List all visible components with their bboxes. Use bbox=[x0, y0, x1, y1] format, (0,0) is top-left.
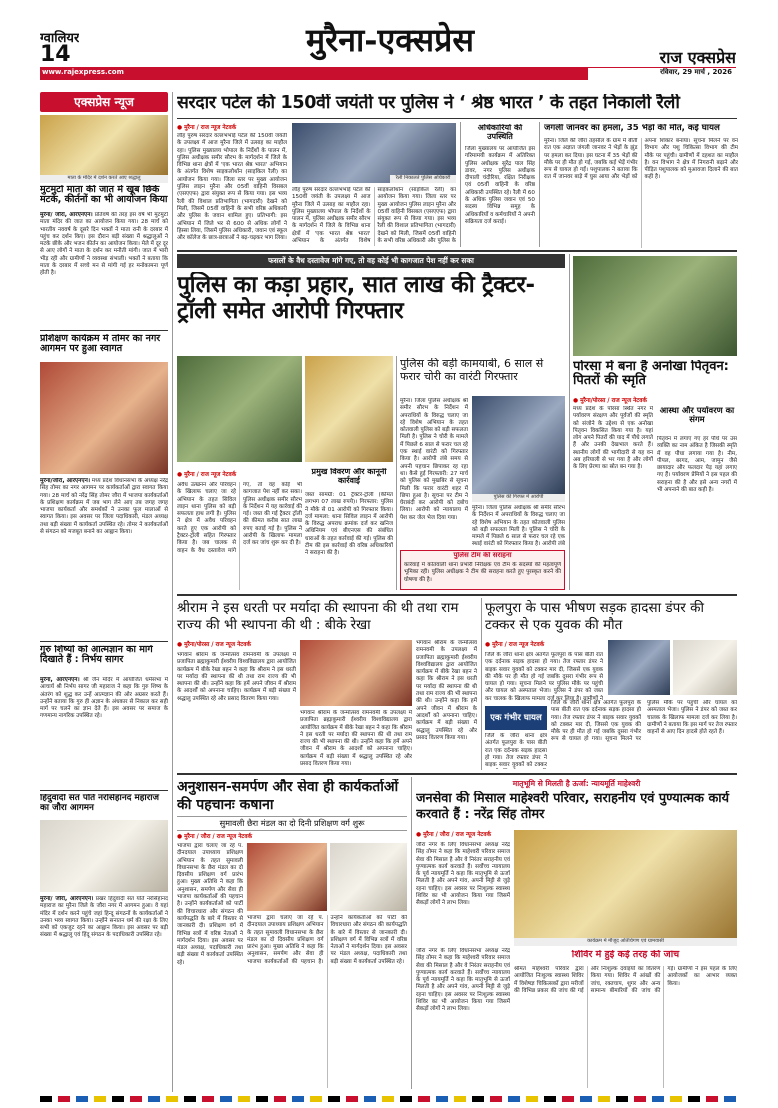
tractor-photo-2 bbox=[305, 356, 393, 462]
story-body bbox=[40, 212, 168, 327]
website-url[interactable]: www.rajexpress.com bbox=[42, 68, 124, 76]
box-title: शिविर में हुई कई तरह की जांच bbox=[571, 950, 680, 960]
story-body: अवैध उत्खनन और परिवहन के खिलाफ चलाए जा रहे अभियान के तहत सिविल लाइन थाना पुलिस को बड़ी सफलता हाथ लगी है। पुलिस ने क्षेत्र में अवैध परिवहन करते हुए एक आरोपी को ट्रैक्टर-ट्रॉली सहित गिरफ्तार किया है। जब चालक से वाहन के वैध दस्तावेज मांगे गए, तो वह कोई भी कागजात पेश नहीं कर सका। पुलिस अधीक्षक समीर सौरभ के निर्देशन में यह कार्रवाई की गई। जब्त की गई ट्रैक्टर ट्रॉली की कीमत करीब सात लाख रुपए बताई गई है। पुलिस ने आरोपी के खिलाफ मामला दर्ज कर जांच शुरू कर दी है। bbox=[177, 482, 302, 554]
story-body-continued: भगवान श्रीराम के जन्मोत्सव रामनवमी के उपलक्ष्य में प्रजापिता ब्रह्माकुमारी ईश्वरीय विश्वविद्यालय द्वारा आयोजित कार्यक्रम में बीके रेखा बहन ने कहा कि श्रीराम ने इस धरती पर मर्यादा की स्थापना की थी तथा राम राज्य की भी स्थापना की थी। उन्होंने कहा कि हमें अपने जीवन में श्रीराम के आदर्शों को अपनाना चाहिए। कार्यक्रम में बड़ी संख्या में श्रद्धालु उपस्थित रहे और प्रसाद वितरण किया गया। bbox=[300, 710, 412, 768]
accident-photo bbox=[608, 640, 670, 695]
sub-headline: प्रमुख विवरण और कानूनी कार्रवाई bbox=[311, 468, 387, 485]
dateline: ● मुरैना/पोरसा / राज न्यूज नेटवर्क bbox=[177, 642, 251, 648]
sub-body: जब्त सामग्री: 01 ट्रैक्टर-ट्रॉली (कीमत लगभग 07 लाख रुपये)। गिरफ्तार: पुलिस ने मौके से 01 आरोपी को गिरफ्तार किया। दर्ज मामला: थाना सिविल लाइन में आरोपी के विरुद्ध अपराध क्रमांक दर्ज कर खनिज अधिनियम एवं बीएनएस की संबंधित धाराओं के तहत कार्रवाई की गई। पुलिस की टीम की इस कार्रवाई की वरिष्ठ अधिकारियों ने सराहना की है। bbox=[305, 492, 393, 557]
story-body bbox=[40, 896, 168, 1088]
story-body-continued: मुरैना। जिला पुलिस अधीक्षक श्री समीर सौरभ के निर्देशन में अपराधियों के विरुद्ध चलाए जा रहे विशेष अभियान के तहत कोतवाली पुलिस को बड़ी सफलता मिली है। पुलिस ने चोरी के मामले में पिछले 6 साल से फरार चल रहे एक स्थाई वारंटी को गिरफ्तार किया है। आरोपी लंबे bbox=[472, 505, 565, 548]
box-title: एक गंभीर घायल bbox=[485, 706, 547, 730]
training-photo-2 bbox=[330, 843, 407, 911]
photo-caption: कार्यक्रम में मौजूद अतिथिगण एवं ग्रामवासी bbox=[514, 938, 737, 946]
box-body: पितृवन में लगाए गए हर पौधे पर उस व्यक्ति का नाम अंकित है जिसकी स्मृति में वह पौधा लगाया गया है। नीम, पीपल, बरगद, आम, जामुन जैसे छायादार और फलदार पेड़ यहां लगाए गए हैं। पर्यावरण प्रेमियों ने इस पहल की सराहना की है और इसे अन्य नगरों में भी अपनाने की बात कही है। bbox=[657, 436, 737, 494]
story-headline: अधिकारियों की उपस्थिति bbox=[477, 124, 523, 141]
photo-caption: पुलिस की गिरफ्त में आरोपी bbox=[472, 494, 565, 502]
dateline: मुरैना/ जौरा, आरएनएन। bbox=[40, 212, 93, 218]
story-body-continued: भगवान श्रीराम के जन्मोत्सव रामनवमी के उपलक्ष्य में प्रजापिता ब्रह्माकुमारी ईश्वरीय विश्वविद्यालय द्वारा आयोजित कार्यक्रम में बीके रेखा बहन ने कहा कि श्रीराम ने इस धरती पर मर्यादा की स्थापना की थी तथा राम राज्य की भी स्थापना की थी। उन्होंने कहा कि हमें अपने जीवन में श्रीराम के आदर्शों को अपनाना चाहिए। कार्यक्रम में बड़ी संख्या में श्रद्धालु उपस्थित रहे और प्रसाद वितरण किया गया। bbox=[416, 640, 477, 741]
story-headline: प्रशिक्षण कार्यक्रम में तोमर का नगर आगमन पर हुआ स्वागत bbox=[40, 334, 161, 355]
story-text: श्री जैन मंदिर में आयोजित धर्मसभा में आचार्य श्री निर्भय सागर जी महाराज ने कहा कि गुरु शिष्य के अंतरंग को शुद्ध कर उन्हें आत्मज्ञान की ओर अग्रसर करते हैं। उन्होंने बताया कि गुरु ही अज्ञान के अंधकार से निकाल कर सही मार्ग पर चलने का ज्ञान देते हैं। इस अवसर पर समाज के गणमान्य नागरिक उपस्थित रहे। bbox=[40, 677, 168, 720]
story-body: मुरैना। जिले की जौरा तहसील के ग्राम में बीती रात एक अज्ञात जंगली जानवर ने भेड़ों के झुंड पर हमला कर दिया। इस घटना में 35 भेड़ों की मौके पर ही मौत हो गई, जबकि कई भेड़ें गंभीर रूप से घायल हो गईं। पशुपालक ने बताया कि रात में जानवर बाड़े में घुस आया और भेड़ों को अपना शिकार बनाया। सूचना मिलने पर वन विभाग और पशु चिकित्सा विभाग की टीम मौके पर पहुंची। ग्रामीणों में दहशत का माहौल है। वन विभाग ने क्षेत्र में निगरानी बढ़ाने और पीड़ित पशुपालक को मुआवजा दिलाने की बात कही है। bbox=[544, 138, 738, 181]
box-body: श्रीमंत माहेश्वरी परिवार द्वारा आयोजित निःशुल्क स्वास्थ्य शिविर में विशेषज्ञ चिकित्सकों द्वारा मरीजों की विभिन्न प्रकार की जांच की गई और निःशुल्क दवाइयों का वितरण किया गया। शिविर में आंखों की जांच, रक्तचाप, शुगर और अन्य सामान्य बीमारियों की जांच की गई। ग्रामीणों ने इस पहल के लिए आयोजकों का आभार व्यक्त किया। bbox=[514, 966, 737, 994]
footer-color-bar bbox=[40, 1096, 736, 1102]
box-body: कार्रवाई में कोतवाली थाना प्रभारी निरीक्षक एवं टीम के सदस्यों की महत्वपूर्ण भूमिका रही। पुलिस अधीक्षक ने टीम की सराहना करते हुए पुरस्कृत करने की घोषणा की है। bbox=[404, 562, 561, 583]
story-text: प्रतिवर्ष की तरह इस वर्ष भी मुटमुटो माता मंदिर की जात का आयोजन किया गया। 28 मार्च को भारतीय नववर्ष के दूसरे दिन भक्तों ने माता रानी के दरबार में पहुंच कर दर्शन किए। इस दौरान बड़ी संख्या में श्रद्धालुओं ने मटके छीके और भजन कीर्तन का आयोजन किया। मेले में दूर दूर से आए लोगों ने माता के दर्शन कर मनौती मांगी। जात में भारी भीड़ रही और ग्रामीणों ने व्यवस्था संभाली। भक्तों ने बताया कि माता के दरबार में सच्चे मन से मांगी गई हर मनोकामना पूर्ण होती है। bbox=[40, 212, 168, 277]
dateline: मुरैना/ जौरा, आरएनएन। bbox=[40, 896, 94, 902]
lead-headline: पुलिस का कड़ा प्रहार, सात लाख की ट्रैक्टर-ट्रॉली समेत आरोपी गिरफ्तार bbox=[177, 272, 535, 325]
dateline: ● मुरैना / जौरा / राज न्यूज नेटवर्क bbox=[177, 834, 253, 840]
dateline: ● मुरैना / राज न्यूज नेटवर्क bbox=[177, 125, 237, 131]
issue-date: रविवार, 29 मार्च , 2026 bbox=[588, 68, 736, 80]
dateline: ● मुरैना / राज न्यूज नेटवर्क bbox=[485, 642, 545, 648]
welcome-photo bbox=[40, 362, 168, 474]
story-headline: जनसेवा की मिसाल माहेश्वरी परिवार, सराहनीय एवं पुण्यात्मक कार्य करवाते हैं : नरेंद्र सिंह तोमर bbox=[416, 791, 730, 822]
praise-box bbox=[400, 550, 565, 590]
masthead-title: मुरैना-एक्सप्रेस bbox=[306, 21, 474, 59]
photo-caption: रैली निकालते पुलिस अधिकारी bbox=[390, 175, 456, 183]
story-headline: फूलपुरा के पास भीषण सड़क हादसा डंपर की टक्कर से एक युवक की मौत bbox=[485, 600, 704, 633]
tractor-photo bbox=[177, 356, 302, 462]
masthead-city: ग्वालियर bbox=[40, 31, 80, 46]
story-headline: पुलिस की बड़ी कामयाबी, 6 साल से फरार चोरी का वारंटी गिरफ्तार bbox=[400, 358, 544, 383]
story-text: मध्य प्रदेश विधानसभा के अध्यक्ष नरेंद्र सिंह तोमर का नगर आगमन पर कार्यकर्ताओं द्वारा स्वागत किया गया। 28 मार्च को नरेंद्र सिंह तोमर जौरा में भाजपा कार्यकर्ताओं के प्रशिक्षण कार्यक्रम में जब भाग लेने आए तब जगह जगह भाजपा कार्यकर्ता और समर्थकों ने उनका फूल मालाओं से स्वागत किया। इस अवसर पर जिला पदाधिकारी, मंडल अध्यक्ष तथा बड़ी संख्या में कार्यकर्ता उपस्थित रहे। तोमर ने कार्यकर्ताओं से संगठन को मजबूत बनाने का आह्वान किया। bbox=[40, 478, 168, 536]
story-body: मुरैना। जिला पुलिस अधीक्षक श्री समीर सौरभ के निर्देशन में अपराधियों के विरुद्ध चलाए जा रहे विशेष अभियान के तहत कोतवाली पुलिस को बड़ी सफलता मिली है। पुलिस ने चोरी के मामले में पिछले 6 साल से फरार चल रहे एक स्थाई वारंटी को गिरफ्तार किया है। आरोपी लंबे समय से अपनी पहचान छिपाकर रह रहा था। कैसे हुई गिरफ्तारी: 27 मार्च को पुलिस को मुखबिर से सूचना मिली कि फरार वारंटी शहर में छिपा हुआ है। सूचना पर टीम ने घेराबंदी कर आरोपी को दबोच लिया। आरोपी को न्यायालय में पेश कर जेल भेज दिया गया। bbox=[400, 398, 468, 521]
story-headline: मुटमुटो माता की जात में खूब छिके मटके, कीर्तनों का भी आयोजन किया bbox=[40, 185, 168, 206]
story-body: जिला मुख्यालय पर आयोजित इस गरिमामयी कार्यक्रम में अतिरिक्त पुलिस अधीक्षक सुरेंद्र पाल सिंह डावर, नगर पुलिस अधीक्षक दीपाली चंदौरिया, रक्षित निरीक्षक एवं 05वीं वाहिनी के वरिष्ठ अधिकारी उपस्थित रहे। रैली में 60 के अधिक पुलिस जवान एवं 50 सदस्य विभिन्न समूह के अधिकारियों व कर्मचारियों ने अपनी सक्रियता दर्ज कराई। bbox=[465, 146, 535, 225]
box-title: पुलिस टीम की सराहना bbox=[453, 552, 512, 559]
ceremony-photo bbox=[300, 640, 412, 706]
dateline: ● मुरैना / राज न्यूज नेटवर्क bbox=[177, 472, 237, 478]
lead-headline: सरदार पटेल की 150वीं जयंती पर पुलिस ने ‘ श्रेष्ठ भारत ’ के तहत निकाली रैली bbox=[177, 94, 680, 113]
story-body: भगवान श्रीराम के जन्मोत्सव रामनवमी के उपलक्ष्य में प्रजापिता ब्रह्माकुमारी ईश्वरीय विश्वविद्यालय द्वारा आयोजित कार्यक्रम में बीके रेखा बहन ने कहा कि श्रीराम ने इस धरती पर मर्यादा की स्थापना की थी तथा राम राज्य की भी स्थापना की थी। उन्होंने कहा कि हमें अपने जीवन में श्रीराम के आदर्शों को अपनाना चाहिए। कार्यक्रम में बड़ी संख्या में श्रद्धालु उपस्थित रहे और प्रसाद वितरण किया गया। bbox=[177, 652, 296, 702]
dateline: ● मुरैना / जौरा / राज न्यूज नेटवर्क bbox=[416, 832, 492, 838]
dateline: मुरैना/जौरा, आरएनएन। bbox=[40, 478, 91, 484]
left-column bbox=[40, 92, 168, 1092]
story-headline: गुरु शिष्यों को आत्मज्ञान का मार्ग दिखाते हैं : निर्भय सागर bbox=[40, 645, 153, 666]
express-news-label: एक्सप्रेस न्यूज bbox=[40, 92, 168, 112]
story-body-continued: जिले के जौरा थाना क्षेत्र अंतर्गत फूलपुरा के पास बीती रात एक दर्दनाक सड़क हादसा हो गया। तेज रफ्तार डंपर ने बाइक सवार युवकों को टक्कर मार दी, जिससे एक युवक की मौके पर ही मौत हो गई जबकि दूसरा गंभीर रूप से घायल हो गया। सूचना मिलने पर पुलिस मौके पर पहुंची और घायल को अस्पताल भेजा। पुलिस ने डंपर को जब्त कर चालक के खिलाफ मामला दर्ज कर लिया है। ग्रामीणों ने बताया कि इस मार्ग पर तेज रफ्तार वाहनों से आए दिन हादसे होते रहते हैं। bbox=[551, 700, 737, 743]
story-body-continued: भाजपा द्वारा चलाए जा रहे पं. दीनदयाल उपाध्याय प्रशिक्षण अभियान के तहत सुमावली विधानसभा के छैरा मंडल का दो दिवसीय प्रशिक्षण वर्ग प्रारंभ हुआ। मुख्य अतिथि ने कहा कि अनुशासन, समर्पण और सेवा ही भाजपा कार्यकर्ताओं की पहचान है। उन्होंने कार्यकर्ताओं को पार्टी की विचारधारा और संगठन की कार्यपद्धति के बारे में विस्तार से जानकारी दी। प्रशिक्षण वर्ग में विभिन्न सत्रों में वरिष्ठ नेताओं ने मार्गदर्शन दिया। इस अवसर पर मंडल अध्यक्ष, पदाधिकारी तथा बड़ी संख्या में कार्यकर्ता उपस्थित रहे। bbox=[247, 915, 407, 965]
story-headline: अनुशासन-समर्पण और सेवा ही कार्यकर्ताओं की पहचानः कषाना bbox=[177, 779, 399, 813]
story-text: प्रखर हिंदुवादी संत यति नरसिंहानंद महाराज का मुरैना जिले के जौरा नगर में आगमन हुआ। वे यहां मंदिर में दर्शन करने पहुंचे जहां हिन्दू संगठनों के कार्यकर्ताओं ने उनका भव्य स्वागत किया। उन्होंने सनातन धर्म की रक्षा के लिए सभी को एकजुट रहने का आह्वान किया। इस अवसर पर बड़ी संख्या में श्रद्धालु एवं हिंदू संगठन के पदाधिकारी उपस्थित रहे। bbox=[40, 896, 168, 939]
story-headline: श्रीराम ने इस धरती पर मर्यादा की स्थापना की थी तथा राम राज्य की भी स्थापना की थी : बीके रेखा bbox=[177, 600, 459, 633]
story-body: लौह पुरुष सरदार वल्लभभाई पटेल की 150वीं जयंती के उपलक्ष्य में आज मुरैना जिले में उत्साह का माहौल रहा। पुलिस मुख्यालय भोपाल के निर्देशों के पालन में, पुलिस अधीक्षक समीर सौरभ के मार्गदर्शन में जिले के विभिन्न थाना क्षेत्रों में 'एक भारत श्रेष्ठ भारत' अभियान के अंतर्गत विशेष साइकलोथॉन (साइकिल रैली) का आयोजन किया गया। जिला स्तर पर मुख्य आयोजन पुलिस लाइन मुरैना और 05वीं वाहिनी विसबल (एसएएफ) द्वारा संयुक्त रूप से किया गया। इस भव्य रैली की विशाल प्रतिभागिता (भागदारी) देखने को मिली, जिसमें 05वीं वाहिनी के सभी वरिष्ठ अधिकारी और पुलिस के जवान शामिल हुए। प्रतिभागी: इस अभियान में जिले भर से 600 से अधिक लोगों ने हिस्सा लिया, जिसमें पुलिस अधिकारी, जवान एवं स्कूल और कॉलेज के छात्र-छात्राओं ने बढ़-चढ़कर भाग लिया। bbox=[177, 133, 287, 242]
police-photo bbox=[472, 396, 565, 494]
kicker-band: फसलों के वैध दस्तावेज मांगे गए, तो वह कोई भी कागजात पेश नहीं कर सका bbox=[177, 254, 565, 268]
kicker: मातृभूमि से मिलती है ऊर्जा: न्यायमूर्ति माहेश्वरी bbox=[512, 779, 641, 788]
event-photo bbox=[514, 830, 737, 938]
dateline: ● मुरैना/पोरसा / राज न्यूज नेटवर्क bbox=[573, 398, 647, 404]
saint-photo bbox=[40, 820, 168, 892]
dateline: मुरैना, आरएनएन। bbox=[40, 677, 80, 683]
masthead bbox=[0, 0, 778, 90]
story-body: मध्य प्रदेश के पोरसा स्थित नगर में पर्यावरण संरक्षण और पूर्वजों की स्मृति को संजोने के उद्देश्य से एक अनोखा पितृवन विकसित किया गया है। यहां लोग अपने पितरों की याद में पौधे लगाते हैं और उनकी देखभाल करते हैं। स्थानीय लोगों की भागीदारी से यह वन अब हरियाली से भर गया है और लोगों के लिए प्रेरणा का स्रोत बन गया है। bbox=[573, 406, 653, 471]
plantation-photo bbox=[573, 256, 737, 356]
brand-logo: राज एक्सप्रेस bbox=[659, 48, 736, 67]
rally-photo bbox=[292, 123, 456, 183]
story-headline: जंगली जानवर का हमला, 35 भेड़ों की मौत, कई घायल bbox=[544, 124, 720, 133]
story-body: भाजपा द्वारा चलाए जा रहे पं. दीनदयाल उपाध्याय प्रशिक्षण अभियान के तहत सुमावली विधानसभा के छैरा मंडल का दो दिवसीय प्रशिक्षण वर्ग प्रारंभ हुआ। मुख्य अतिथि ने कहा कि अनुशासन, समर्पण और सेवा ही भाजपा कार्यकर्ताओं की पहचान है। उन्होंने कार्यकर्ताओं को पार्टी की विचारधारा और संगठन की कार्यपद्धति के बारे में विस्तार से जानकारी दी। प्रशिक्षण वर्ग में विभिन्न सत्रों में वरिष्ठ नेताओं ने मार्गदर्शन दिया। इस अवसर पर मंडल अध्यक्ष, पदाधिकारी तथा बड़ी संख्या में कार्यकर्ता उपस्थित रहे। bbox=[177, 843, 243, 966]
photo-caption: माता के मंदिर में दर्शन करते आए श्रद्धालु bbox=[40, 175, 168, 183]
temple-photo bbox=[40, 115, 168, 175]
story-headline: पोरसा में बना है अनोखा पितृवन: पितरों की स्मृति bbox=[573, 360, 729, 389]
story-body bbox=[40, 478, 168, 638]
page-number: 14 bbox=[40, 42, 71, 67]
story-body-continued: लौह पुरुष सरदार वल्लभभाई पटेल की 150वीं जयंती के उपलक्ष्य में आज मुरैना जिले में उत्साह का माहौल रहा। पुलिस मुख्यालय भोपाल के निर्देशों के पालन में, पुलिस अधीक्षक समीर सौरभ के मार्गदर्शन में जिले के विभिन्न थाना क्षेत्रों में 'एक भारत श्रेष्ठ भारत' अभियान के अंतर्गत विशेष साइकलोथॉन (साइकिल रैली) का आयोजन किया गया। जिला स्तर पर मुख्य आयोजन पुलिस लाइन मुरैना और 05वीं वाहिनी विसबल (एसएएफ) द्वारा संयुक्त रूप से किया गया। इस भव्य रैली की विशाल प्रतिभागिता (भागदारी) देखने को मिली, जिसमें 05वीं वाहिनी के सभी वरिष्ठ अधिकारी और पुलिस के bbox=[292, 187, 456, 245]
training-photo bbox=[247, 843, 327, 911]
box-title: आस्था और पर्यावरण का संगम bbox=[659, 406, 735, 425]
story-body: जिले के जौरा थाना क्षेत्र अंतर्गत फूलपुरा के पास बीती रात एक दर्दनाक सड़क हादसा हो गया। तेज रफ्तार डंपर ने बाइक सवार युवकों को टक्कर मार दी, जिससे एक युवक की मौके पर ही मौत हो गई जबकि दूसरा गंभीर रूप से घायल हो गया। सूचना मिलने पर पुलिस मौके पर पहुंची और घायल को अस्पताल भेजा। पुलिस ने डंपर को जब्त कर चालक के खिलाफ मामला दर्ज कर लिया है। ग्रामीणों ने bbox=[485, 652, 603, 702]
story-body bbox=[40, 677, 168, 787]
story-body-continued: जौरा नगर के लिए विधानसभा अध्यक्ष नरेंद्र सिंह तोमर ने कहा कि माहेश्वरी परिवार समाज सेवा की मिसाल है और वे निरंतर सराहनीय एवं पुण्यात्मक कार्य करवाते हैं। सर्वोच्च न्यायालय के पूर्व न्यायमूर्ति ने कहा कि मातृभूमि से ऊर्जा मिलती है और अपने गांव, अपनी मिट्टी से जुड़े रहना चाहिए। इस अवसर पर निःशुल्क स्वास्थ्य शिविर का भी आयोजन किया गया जिसमें सैकड़ों लोगों ने लाभ लिया। bbox=[416, 948, 510, 1013]
story-body-continued: जिले के जौरा थाना क्षेत्र अंतर्गत फूलपुरा के पास बीती रात एक दर्दनाक सड़क हादसा हो गया। तेज रफ्तार डंपर ने बाइक सवार युवकों को टक्कर bbox=[485, 733, 547, 769]
camp-box bbox=[514, 950, 737, 1088]
story-headline: हिंदुवादी संत पति नरसिंहानंद महाराज का जौरा आगमन bbox=[40, 794, 160, 813]
accident-photo-2 bbox=[673, 640, 737, 695]
story-subhead: सुमावली छैरा मंडल का दो दिनी प्रशिक्षण वर्ग शुरू bbox=[177, 816, 407, 831]
story-body: जौरा नगर के लिए विधानसभा अध्यक्ष नरेंद्र सिंह तोमर ने कहा कि माहेश्वरी परिवार समाज सेवा की मिसाल है और वे निरंतर सराहनीय एवं पुण्यात्मक कार्य करवाते हैं। सर्वोच्च न्यायालय के पूर्व न्यायमूर्ति ने कहा कि मातृभूमि से ऊर्जा मिलती है और अपने गांव, अपनी मिट्टी से जुड़े रहना चाहिए। इस अवसर पर निःशुल्क स्वास्थ्य शिविर का भी आयोजन किया गया जिसमें सैकड़ों लोगों ने लाभ लिया। bbox=[416, 842, 510, 907]
